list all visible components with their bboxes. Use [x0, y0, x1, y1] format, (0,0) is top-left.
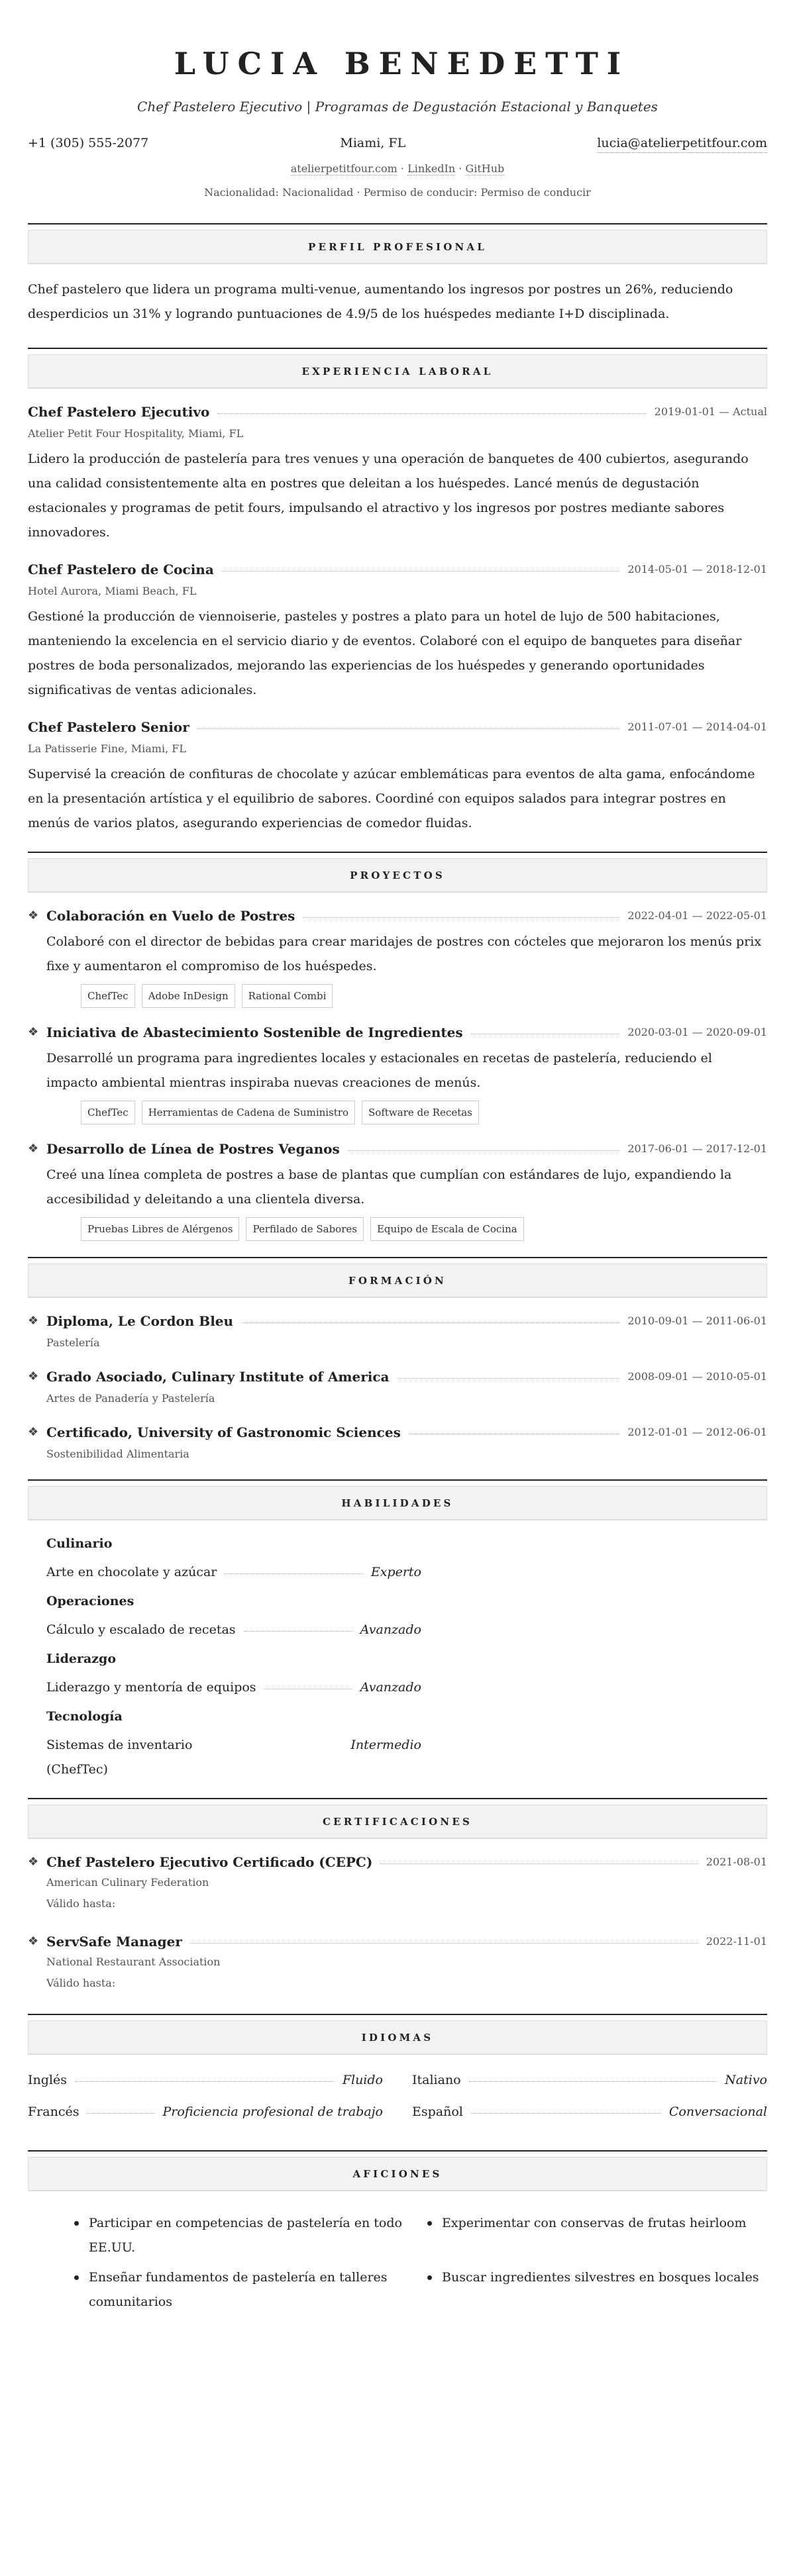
job-title: Chef Pastelero de Cocina — [28, 562, 214, 577]
diamond-bullet-icon: ❖ — [28, 1369, 39, 1383]
education-entry — [28, 1422, 767, 1463]
section-title: PROYECTOS — [28, 858, 767, 893]
section-title: EXPERIENCIA LABORAL — [28, 354, 767, 389]
project-description: Desarrollé un programa para ingredientes locales y estacionales en recetas de pastelería, reduciendo el impacto ambiental mientras inspiraba nuevas creaciones de menús. — [46, 1051, 712, 1090]
project-name: Iniciativa de Abastecimiento Sostenible de Ingredientes — [46, 1024, 463, 1040]
language-item — [412, 2068, 767, 2092]
hobbies-list — [28, 2204, 767, 2320]
job-description: Supervisé la creación de confituras de chocolate y azúcar emblemáticas para eventos de alta gama, enfocándome en la presentación artística y el equilibrio de sabores. Coordiné con equipos salados para integrar postres en menús de varios platos, asegurando experiencias de comedor fluidas. — [28, 767, 755, 830]
section-title: CERTIFICACIONES — [28, 1805, 767, 1839]
dotted-leader — [75, 2081, 335, 2082]
skill-level: Intermedio — [350, 1738, 421, 1752]
company: Atelier Petit Four Hospitality, Miami, FL — [28, 427, 244, 440]
section-divider — [28, 852, 767, 853]
section-certifications — [28, 1798, 767, 1994]
hobby-item: Enseñar fundamentos de pastelería en talleres comunitarios — [74, 2265, 414, 2314]
contact-row — [28, 134, 767, 153]
section-education — [28, 1257, 767, 1463]
skill-name: Arte en chocolate y azúcar — [46, 1565, 217, 1579]
dotted-leader — [471, 2113, 661, 2114]
language-name: Español — [412, 2105, 463, 2119]
section-divider — [28, 1257, 767, 1258]
language-level: Conversacional — [668, 2105, 767, 2119]
section-divider — [28, 2014, 767, 2015]
experience-entry — [28, 560, 767, 703]
resume-header — [28, 0, 767, 201]
section-title: AFICIONES — [28, 2157, 767, 2191]
language-name: Inglés — [28, 2073, 67, 2087]
section-divider — [28, 348, 767, 349]
section-divider — [28, 1479, 767, 1481]
tag: Software de Recetas — [362, 1101, 479, 1124]
section-title: PERFIL PROFESIONAL — [28, 230, 767, 264]
certification-issuer: National Restaurant Association — [46, 1956, 221, 1968]
field-of-study: Sostenibilidad Alimentaria — [46, 1448, 189, 1460]
dotted-leader — [241, 1322, 619, 1323]
certification-issuer: American Culinary Federation — [46, 1876, 209, 1889]
hobby-item: Experimentar con conservas de frutas heirloom — [427, 2211, 767, 2260]
dotted-leader — [380, 1863, 698, 1864]
profile-links — [28, 161, 767, 177]
section-profile — [28, 223, 767, 326]
project-tags — [28, 1101, 767, 1124]
skill-item — [46, 1560, 421, 1585]
hobby-item: Buscar ingredientes silvestres en bosques locales — [427, 2265, 767, 2314]
profile-summary: Chef pastelero que lidera un programa multi-venue, aumentando los ingresos por postres un 26%, reduciendo desperdicios un 31% y logrando puntuaciones de 4.9/5 de los huéspedes mediante I+D disciplinada. — [28, 282, 733, 321]
project-description: Colaboré con el director de bebidas para crear maridajes de postres con cócteles que mejoraron los menús prix fixe y aumentaron el compromiso de los huéspedes. — [46, 934, 762, 973]
job-description: Lidero la producción de pastelería para tres venues y una operación de banquetes de 400 cubiertos, asegurando una calidad consistentemente alta en postres que deleitan a los huéspedes. Lancé menús de degustación estacionales y programas de petit fours, impulsando el atractivo y los ingresos por postres mediante sabores innovadores. — [28, 452, 749, 540]
certification-entry — [28, 1932, 767, 1994]
valid-until-label: Válido hasta: — [46, 1977, 116, 1989]
section-divider — [28, 1798, 767, 1799]
project-tags — [28, 1217, 767, 1241]
tag: ChefTec — [81, 984, 135, 1008]
education-dates: 2010-09-01 — 2011-06-01 — [627, 1314, 767, 1327]
skill-level: Avanzado — [360, 1680, 421, 1695]
project-dates: 2017-06-01 — 2017-12-01 — [627, 1142, 767, 1155]
location: Miami, FL — [340, 136, 406, 150]
skill-item — [46, 1733, 421, 1782]
tag: Pruebas Libres de Alérgenos — [81, 1217, 239, 1241]
experience-entry — [28, 402, 767, 545]
project-description: Creé una línea completa de postres a base de plantas que cumplían con estándares de lujo, expandiendo la accesibilidad y deleitando a una clientela diversa. — [46, 1167, 732, 1207]
skill-level: Avanzado — [360, 1622, 421, 1637]
section-title: FORMACIÓN — [28, 1263, 767, 1298]
valid-until-label: Válido hasta: — [46, 1897, 116, 1910]
diamond-bullet-icon: ❖ — [28, 1855, 39, 1869]
project-dates: 2020-03-01 — 2020-09-01 — [627, 1026, 767, 1038]
skill-category: Tecnología — [46, 1709, 123, 1724]
tag: Herramientas de Cadena de Suministro — [142, 1101, 355, 1124]
education-dates: 2012-01-01 — 2012-06-01 — [627, 1426, 767, 1438]
field-of-study: Artes de Panadería y Pastelería — [46, 1392, 215, 1405]
project-entry — [28, 1139, 767, 1241]
language-item — [28, 2100, 383, 2124]
meta-separator: · — [353, 186, 364, 199]
education-entry — [28, 1367, 767, 1408]
tag: Perfilado de Sabores — [246, 1217, 363, 1241]
job-dates: 2014-05-01 — 2018-12-01 — [627, 563, 767, 575]
job-title: Chef Pastelero Ejecutivo — [28, 404, 210, 420]
language-level: Fluido — [342, 2073, 383, 2087]
tag: Adobe InDesign — [142, 984, 235, 1008]
section-projects — [28, 852, 767, 1241]
candidate-headline: Chef Pastelero Ejecutivo | Programas de Degustación Estacional y Banquetes — [137, 99, 658, 115]
phone-number: +1 (305) 555-2077 — [28, 136, 149, 150]
degree: Diploma, Le Cordon Bleu — [46, 1313, 234, 1329]
education-entry — [28, 1311, 767, 1352]
project-entry — [28, 906, 767, 1008]
dotted-leader — [398, 1378, 620, 1379]
certification-date: 2022-11-01 — [706, 1935, 767, 1948]
personal-meta — [28, 185, 767, 201]
project-name: Colaboración en Vuelo de Postres — [46, 908, 295, 924]
skill-category: Culinario — [46, 1536, 113, 1551]
company: Hotel Aurora, Miami Beach, FL — [28, 585, 197, 597]
website-link[interactable]: atelierpetitfour.com — [290, 162, 398, 175]
tag: ChefTec — [81, 1101, 135, 1124]
project-name: Desarrollo de Línea de Postres Veganos — [46, 1141, 340, 1157]
job-dates: 2019-01-01 — Actual — [654, 405, 767, 418]
skill-level: Experto — [370, 1565, 421, 1579]
nationality: Nacionalidad: Nacionalidad — [204, 186, 354, 199]
github-link[interactable]: GitHub — [465, 162, 505, 175]
project-entry — [28, 1022, 767, 1124]
diamond-bullet-icon: ❖ — [28, 1025, 39, 1039]
dotted-leader — [303, 917, 619, 918]
skill-category: Operaciones — [46, 1594, 134, 1609]
degree: Grado Asociado, Culinary Institute of America — [46, 1369, 390, 1385]
project-dates: 2022-04-01 — 2022-05-01 — [627, 909, 767, 922]
dotted-leader — [217, 413, 646, 414]
language-level: Proficiencia profesional de trabajo — [162, 2105, 383, 2119]
skill-name: Sistemas de inventario (ChefTec) — [46, 1738, 193, 1777]
job-title: Chef Pastelero Senior — [28, 719, 189, 735]
skill-name: Liderazgo y mentoría de equipos — [46, 1680, 256, 1695]
dotted-leader — [348, 1150, 620, 1151]
skill-category: Liderazgo — [46, 1652, 117, 1666]
diamond-bullet-icon: ❖ — [28, 909, 39, 922]
section-skills — [28, 1479, 767, 1782]
education-dates: 2008-09-01 — 2010-05-01 — [627, 1370, 767, 1383]
dotted-leader — [244, 1631, 352, 1632]
job-description: Gestioné la producción de viennoiserie, pasteles y postres a plato para un hotel de lujo de 500 habitaciones, manteniendo la excelencia en el servicio diario y de eventos. Colaboré con el equipo de banquetes para diseñar postres de boda personalizados, mejorando las experiencias de los huéspedes y generando oportunidades significativas de ventas adicionales. — [28, 609, 742, 697]
candidate-name: LUCIA BENEDETTI — [174, 46, 630, 81]
hobby-item: Participar en competencias de pastelería en todo EE.UU. — [74, 2211, 414, 2260]
tag: Equipo de Escala de Cocina — [370, 1217, 524, 1241]
certification-name: ServSafe Manager — [46, 1934, 182, 1950]
link-separator: · — [397, 162, 408, 175]
dotted-leader — [225, 1573, 362, 1574]
language-item — [28, 2068, 383, 2092]
language-item — [412, 2100, 767, 2124]
section-experience — [28, 348, 767, 836]
language-name: Francés — [28, 2105, 80, 2119]
skill-item — [46, 1675, 421, 1700]
certification-entry — [28, 1852, 767, 1914]
skill-name: Cálculo y escalado de recetas — [46, 1622, 236, 1637]
section-title: IDIOMAS — [28, 2020, 767, 2055]
section-divider — [28, 223, 767, 224]
dotted-leader — [87, 2113, 154, 2114]
dotted-leader — [190, 1943, 698, 1944]
experience-entry — [28, 717, 767, 836]
diamond-bullet-icon: ❖ — [28, 1425, 39, 1439]
diamond-bullet-icon: ❖ — [28, 1314, 39, 1328]
skills-list — [28, 1520, 421, 1782]
field-of-study: Pastelería — [46, 1336, 100, 1349]
dotted-leader — [197, 728, 620, 729]
dotted-leader — [469, 2081, 717, 2082]
language-name: Italiano — [412, 2073, 461, 2087]
tag: Rational Combi — [242, 984, 333, 1008]
drivers-license: Permiso de conducir: Permiso de conducir — [363, 186, 591, 199]
company: La Patisserie Fine, Miami, FL — [28, 742, 186, 755]
skill-item — [46, 1618, 421, 1642]
link-separator: · — [455, 162, 466, 175]
section-hobbies — [28, 2150, 767, 2320]
degree: Certificado, University of Gastronomic Sciences — [46, 1424, 401, 1440]
certification-name: Chef Pastelero Ejecutivo Certificado (CEPC) — [46, 1854, 373, 1870]
project-tags — [28, 984, 767, 1008]
diamond-bullet-icon: ❖ — [28, 1142, 39, 1156]
diamond-bullet-icon: ❖ — [28, 1934, 39, 1948]
language-level: Nativo — [725, 2073, 767, 2087]
email-link[interactable]: lucia@atelierpetitfour.com — [597, 134, 767, 153]
certification-date: 2021-08-01 — [706, 1856, 767, 1868]
section-divider — [28, 2150, 767, 2152]
section-languages — [28, 2014, 767, 2124]
languages-grid — [28, 2055, 767, 2124]
section-title: HABILIDADES — [28, 1486, 767, 1520]
job-dates: 2011-07-01 — 2014-04-01 — [627, 720, 767, 733]
linkedin-link[interactable]: LinkedIn — [407, 162, 456, 175]
